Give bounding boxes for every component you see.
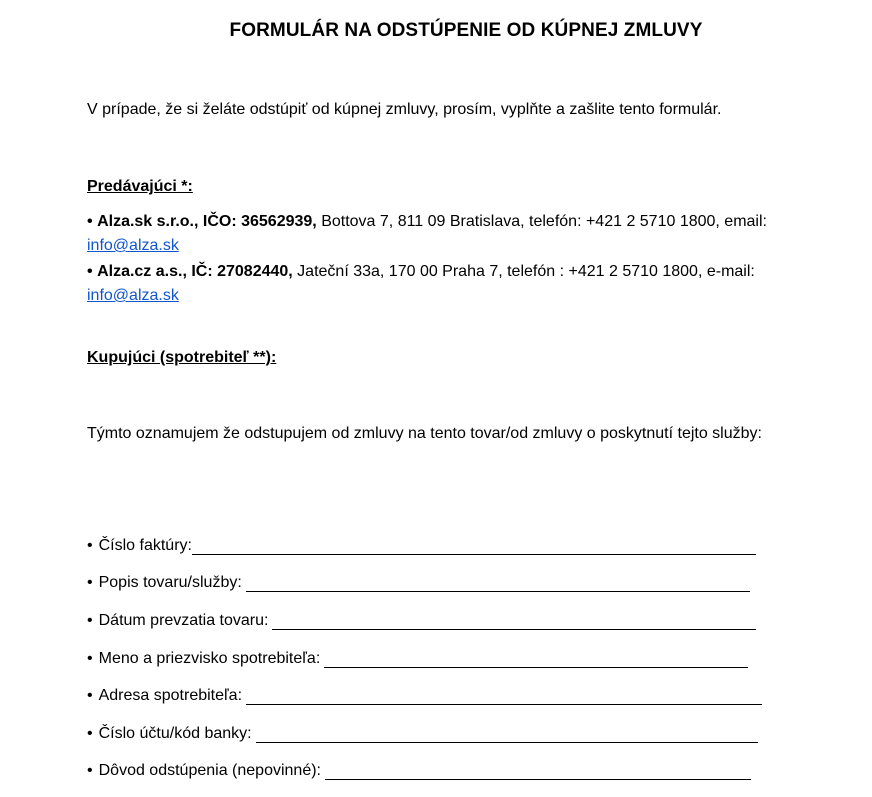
seller-email-link[interactable]: info@alza.sk: [87, 287, 179, 304]
form-title: FORMULÁR NA ODSTÚPENIE OD KÚPNEJ ZMLUVY: [229, 20, 703, 41]
field-label: Dátum prevzatia tovaru:: [98, 612, 269, 629]
seller-details: Jateční 33a, 170 00 Praha 7, telefón : +421 2 5710 1800, e-mail:: [292, 263, 755, 280]
seller-name-id: Alza.sk s.r.o., IČO: 36562939,: [97, 213, 317, 230]
field-receipt-date[interactable]: [87, 610, 756, 630]
intro-text: V prípade, že si želáte odstúpiť od kúpnej zmluvy, prosím, vyplňte a zašlite tento formulár.: [87, 101, 722, 118]
buyer-heading: Kupujúci (spotrebiteľ **):: [87, 349, 277, 366]
bullet: •: [87, 263, 93, 280]
field-label: Dôvod odstúpenia (nepovinné):: [98, 762, 321, 779]
field-consumer-name[interactable]: [87, 648, 748, 668]
field-label: Popis tovaru/služby:: [98, 574, 242, 591]
seller-email-link[interactable]: info@alza.sk: [87, 237, 179, 254]
seller-entry-alza-cz: [87, 260, 807, 308]
bullet: •: [87, 612, 93, 629]
field-label: Adresa spotrebiteľa:: [98, 687, 243, 704]
fill-line[interactable]: [325, 763, 751, 780]
bullet: •: [87, 687, 93, 704]
field-label: Meno a priezvisko spotrebiteľa:: [98, 650, 321, 667]
bullet: •: [87, 574, 93, 591]
seller-name-id: Alza.cz a.s., IČ: 27082440,: [97, 263, 293, 280]
fill-line[interactable]: [192, 538, 756, 555]
seller-heading: Predávajúci *:: [87, 178, 193, 195]
field-product-description[interactable]: [87, 572, 750, 592]
bullet: •: [87, 213, 93, 230]
seller-details: Bottova 7, 811 09 Bratislava, telefón: +421 2 5710 1800, email:: [316, 213, 767, 230]
field-bank-account[interactable]: [87, 723, 758, 743]
fill-line[interactable]: [324, 651, 748, 668]
bullet: •: [87, 650, 93, 667]
fill-line[interactable]: [272, 613, 756, 630]
fill-line[interactable]: [256, 726, 758, 743]
field-label: Číslo účtu/kód banky:: [98, 725, 252, 742]
field-label: Číslo faktúry:: [98, 537, 192, 554]
fill-line[interactable]: [246, 575, 750, 592]
bullet: •: [87, 537, 93, 554]
declaration-text: Týmto oznamujem že odstupujem od zmluvy na tento tovar/od zmluvy o poskytnutí tejto služby:: [87, 425, 762, 442]
bullet: •: [87, 725, 93, 742]
seller-entry-alza-sk: [87, 210, 807, 258]
bullet: •: [87, 762, 93, 779]
field-consumer-address[interactable]: [87, 685, 762, 705]
field-withdrawal-reason[interactable]: [87, 760, 751, 780]
fill-line[interactable]: [246, 688, 762, 705]
field-invoice-number[interactable]: [87, 535, 756, 555]
